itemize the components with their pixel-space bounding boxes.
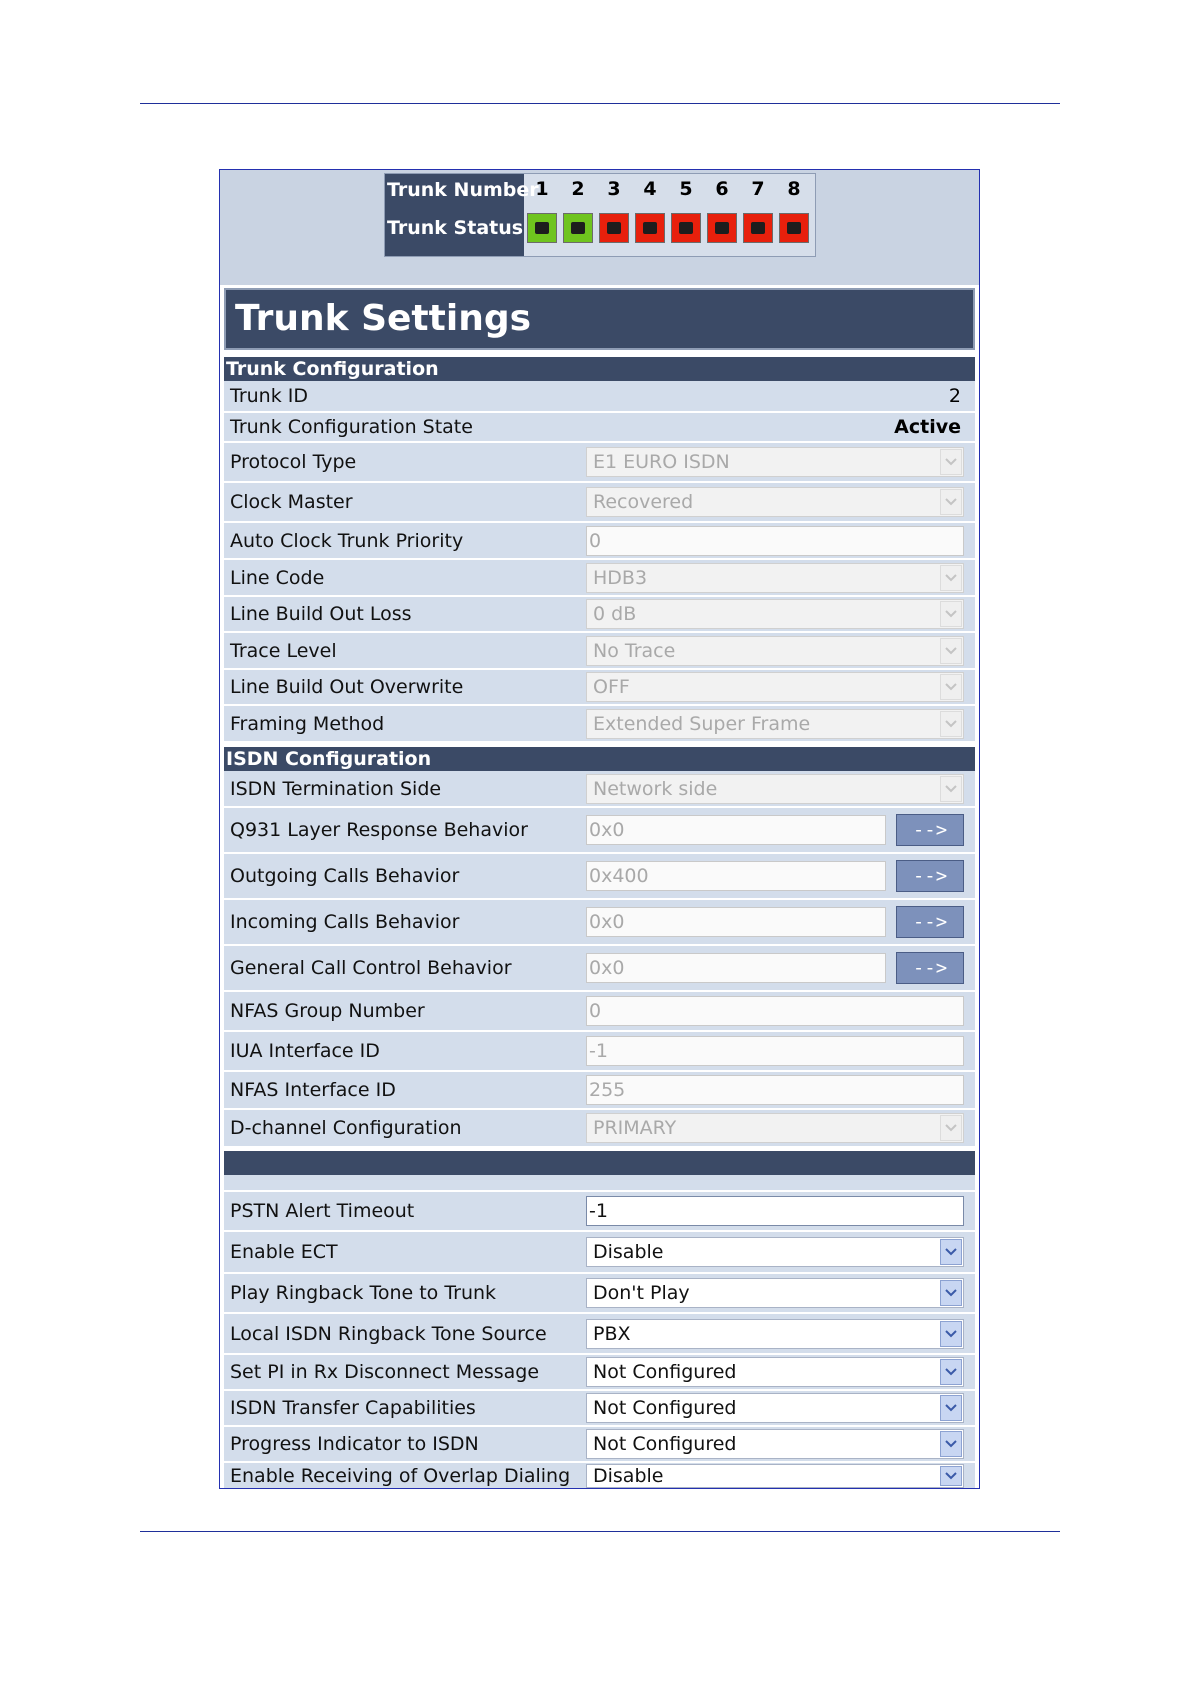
- trace-level-label: Trace Level: [230, 639, 337, 662]
- trunk-status-led-6[interactable]: [707, 213, 737, 243]
- line-code-value: HDB3: [593, 566, 648, 589]
- protocol-type-select[interactable]: [586, 447, 964, 477]
- row-line-code: [224, 560, 975, 597]
- page-bottom-rule: [140, 1531, 1060, 1532]
- line-build-out-overwrite-value: OFF: [593, 676, 630, 698]
- protocol-type-value: E1 EURO ISDN: [593, 451, 730, 473]
- line-build-out-loss-value: 0 dB: [593, 603, 637, 625]
- row-nfas-group-number: [224, 992, 975, 1032]
- isdn-transfer-capabilities-select[interactable]: [586, 1393, 964, 1423]
- section-header-isdn-configuration: ISDN Configuration: [224, 747, 975, 771]
- ethernet-port-icon: [643, 222, 657, 234]
- trunk-number-6: 6: [715, 178, 729, 200]
- row-protocol-type: [224, 443, 975, 483]
- outgoing-calls-behavior-label: Outgoing Calls Behavior: [230, 865, 460, 887]
- line-code-select[interactable]: [586, 563, 964, 593]
- row-progress-indicator-to-isdn: [224, 1427, 975, 1463]
- line-build-out-loss-select[interactable]: [586, 599, 964, 629]
- ethernet-port-icon: [787, 222, 801, 234]
- d-channel-configuration-select[interactable]: [586, 1113, 964, 1143]
- ethernet-port-icon: [715, 222, 729, 234]
- play-ringback-tone-value: Don't Play: [593, 1282, 690, 1304]
- trunk-configuration-state-label: Trunk Configuration State: [230, 416, 473, 438]
- trunk-status-led-2[interactable]: [563, 213, 593, 243]
- chevron-down-icon[interactable]: [940, 489, 962, 515]
- line-build-out-overwrite-label: Line Build Out Overwrite: [230, 676, 464, 698]
- d-channel-configuration-label: D-channel Configuration: [230, 1117, 462, 1139]
- chevron-down-icon[interactable]: [940, 674, 962, 700]
- chevron-down-icon[interactable]: [940, 565, 962, 591]
- row-general-call-control-behavior: [224, 946, 975, 992]
- trunk-id-label: Trunk ID: [230, 385, 308, 407]
- isdn-transfer-capabilities-value: Not Configured: [593, 1397, 737, 1419]
- trunk-number-4: 4: [643, 178, 657, 200]
- line-build-out-loss-label: Line Build Out Loss: [230, 603, 412, 625]
- ethernet-port-icon: [607, 222, 621, 234]
- trunk-settings-screenshot: [219, 169, 980, 1489]
- iua-interface-id-input[interactable]: -1: [586, 1036, 964, 1066]
- general-call-control-behavior-button[interactable]: -->: [896, 952, 964, 984]
- trunk-status-led-1[interactable]: [527, 213, 557, 243]
- local-isdn-ringback-source-select[interactable]: [586, 1319, 964, 1349]
- enable-ect-select[interactable]: [586, 1237, 964, 1267]
- auto-clock-trunk-priority-input[interactable]: 0: [586, 526, 964, 556]
- nfas-group-number-label: NFAS Group Number: [230, 1000, 425, 1022]
- chevron-down-icon[interactable]: [940, 1321, 962, 1347]
- row-framing-method: [224, 706, 975, 743]
- row-trunk-id: [224, 381, 975, 413]
- trace-level-value: No Trace: [593, 639, 676, 662]
- row-line-build-out-overwrite: [224, 670, 975, 706]
- q931-layer-response-behavior-label: Q931 Layer Response Behavior: [230, 819, 528, 841]
- trunk-configuration-state-value: Active: [894, 416, 961, 438]
- nfas-group-number-input[interactable]: 0: [586, 996, 964, 1026]
- enable-receiving-overlap-dialing-label: Enable Receiving of Overlap Dialing: [230, 1464, 571, 1487]
- clock-master-label: Clock Master: [230, 491, 353, 513]
- enable-ect-value: Disable: [593, 1241, 664, 1263]
- trunk-status-panel: [384, 173, 816, 257]
- row-d-channel-configuration: [224, 1110, 975, 1148]
- row-local-isdn-ringback-source: [224, 1314, 975, 1355]
- iua-interface-id-label: IUA Interface ID: [230, 1040, 380, 1062]
- chevron-down-icon[interactable]: [940, 1280, 962, 1306]
- trunk-number-8: 8: [787, 178, 801, 200]
- chevron-down-icon[interactable]: [940, 1239, 962, 1265]
- trunk-status-led-8[interactable]: [779, 213, 809, 243]
- local-isdn-ringback-source-label: Local ISDN Ringback Tone Source: [230, 1322, 547, 1345]
- row-trunk-configuration-state: [224, 413, 975, 443]
- enable-ect-label: Enable ECT: [230, 1241, 338, 1263]
- row-enable-ect: [224, 1232, 975, 1274]
- ethernet-port-icon: [571, 222, 585, 234]
- pstn-alert-timeout-label: PSTN Alert Timeout: [230, 1200, 415, 1222]
- isdn-termination-side-select[interactable]: [586, 774, 964, 804]
- chevron-down-icon[interactable]: [940, 1395, 962, 1421]
- enable-receiving-overlap-dialing-value: Disable: [593, 1464, 664, 1487]
- play-ringback-tone-label: Play Ringback Tone to Trunk: [230, 1282, 497, 1304]
- chevron-down-icon[interactable]: [940, 1115, 962, 1141]
- trunk-id-value: 2: [948, 385, 961, 407]
- trunk-status-led-3[interactable]: [599, 213, 629, 243]
- outgoing-calls-behavior-input[interactable]: 0x400: [586, 861, 886, 891]
- row-clock-master: [224, 483, 975, 523]
- row-enable-receiving-overlap-dialing: [224, 1463, 975, 1488]
- trace-level-select[interactable]: [586, 636, 964, 666]
- chevron-down-icon[interactable]: [940, 638, 962, 664]
- q931-layer-response-behavior-input[interactable]: 0x0: [586, 815, 886, 845]
- q931-layer-response-behavior-button[interactable]: -->: [896, 814, 964, 846]
- trunk-number-3: 3: [607, 178, 621, 200]
- chevron-down-icon[interactable]: [940, 776, 962, 802]
- trunk-number-2: 2: [571, 178, 585, 200]
- chevron-down-icon[interactable]: [940, 1431, 962, 1457]
- clock-master-value: Recovered: [593, 491, 694, 513]
- trunk-status-area: [220, 170, 979, 285]
- outgoing-calls-behavior-button[interactable]: -->: [896, 860, 964, 892]
- framing-method-value: Extended Super Frame: [593, 712, 811, 735]
- row-q931-layer-response-behavior: [224, 808, 975, 854]
- section-header-trunk-configuration: Trunk Configuration: [224, 357, 975, 381]
- chevron-down-icon[interactable]: [940, 601, 962, 627]
- row-pstn-alert-timeout: [224, 1192, 975, 1232]
- chevron-down-icon[interactable]: [940, 1359, 962, 1385]
- row-play-ringback-tone: [224, 1274, 975, 1314]
- page-top-rule: [140, 103, 1060, 104]
- isdn-termination-side-label: ISDN Termination Side: [230, 777, 442, 800]
- chevron-down-icon[interactable]: [940, 449, 962, 475]
- isdn-termination-side-value: Network side: [593, 777, 718, 800]
- line-build-out-overwrite-select[interactable]: [586, 672, 964, 702]
- row-auto-clock-trunk-priority: [224, 523, 975, 560]
- trunk-status-label: Trunk Status: [387, 217, 524, 239]
- page-title: Trunk Settings: [235, 298, 532, 339]
- ethernet-port-icon: [751, 222, 765, 234]
- row-iua-interface-id: [224, 1032, 975, 1072]
- chevron-down-icon[interactable]: [940, 1466, 962, 1486]
- ethernet-port-icon: [679, 222, 693, 234]
- trunk-status-led-7[interactable]: [743, 213, 773, 243]
- local-isdn-ringback-source-value: PBX: [593, 1322, 631, 1345]
- trunk-number-1: 1: [535, 178, 549, 200]
- enable-receiving-overlap-dialing-select[interactable]: [586, 1464, 964, 1488]
- clock-master-select[interactable]: [586, 487, 964, 517]
- protocol-type-label: Protocol Type: [230, 451, 357, 473]
- title-bar: [224, 288, 975, 350]
- pstn-alert-timeout-input[interactable]: -1: [586, 1196, 964, 1226]
- row-line-build-out-loss: [224, 597, 975, 633]
- row-incoming-calls-behavior: [224, 900, 975, 946]
- row-nfas-interface-id: [224, 1072, 975, 1110]
- ethernet-port-icon: [535, 222, 549, 234]
- progress-indicator-to-isdn-label: Progress Indicator to ISDN: [230, 1433, 479, 1455]
- trunk-number-label: Trunk Number: [387, 179, 539, 201]
- set-pi-rx-disconnect-value: Not Configured: [593, 1361, 737, 1383]
- progress-indicator-to-isdn-value: Not Configured: [593, 1433, 737, 1455]
- incoming-calls-behavior-button[interactable]: -->: [896, 906, 964, 938]
- trunk-status-led-4[interactable]: [635, 213, 665, 243]
- framing-method-select[interactable]: [586, 709, 964, 739]
- nfas-interface-id-input[interactable]: 255: [586, 1075, 964, 1105]
- row-trace-level: [224, 633, 975, 670]
- row-isdn-termination-side: [224, 771, 975, 808]
- trunk-number-5: 5: [679, 178, 693, 200]
- row-outgoing-calls-behavior: [224, 854, 975, 900]
- incoming-calls-behavior-input[interactable]: 0x0: [586, 907, 886, 937]
- set-pi-rx-disconnect-select[interactable]: [586, 1357, 964, 1387]
- section-header-unlabeled: [224, 1151, 975, 1175]
- trunk-status-led-5[interactable]: [671, 213, 701, 243]
- row-isdn-transfer-capabilities: [224, 1391, 975, 1427]
- d-channel-configuration-value: PRIMARY: [593, 1117, 677, 1139]
- set-pi-rx-disconnect-label: Set PI in Rx Disconnect Message: [230, 1361, 540, 1383]
- line-code-label: Line Code: [230, 566, 325, 589]
- incoming-calls-behavior-label: Incoming Calls Behavior: [230, 911, 460, 933]
- chevron-down-icon[interactable]: [940, 711, 962, 737]
- trunk-number-7: 7: [751, 178, 765, 200]
- progress-indicator-to-isdn-select[interactable]: [586, 1429, 964, 1459]
- general-call-control-behavior-label: General Call Control Behavior: [230, 957, 512, 979]
- row-spacer: [224, 1175, 975, 1192]
- row-set-pi-rx-disconnect: [224, 1355, 975, 1391]
- play-ringback-tone-select[interactable]: [586, 1278, 964, 1308]
- general-call-control-behavior-input[interactable]: 0x0: [586, 953, 886, 983]
- framing-method-label: Framing Method: [230, 712, 385, 735]
- trunk-status-labels: [385, 174, 539, 256]
- nfas-interface-id-label: NFAS Interface ID: [230, 1079, 396, 1101]
- isdn-transfer-capabilities-label: ISDN Transfer Capabilities: [230, 1397, 476, 1419]
- auto-clock-trunk-priority-label: Auto Clock Trunk Priority: [230, 529, 464, 552]
